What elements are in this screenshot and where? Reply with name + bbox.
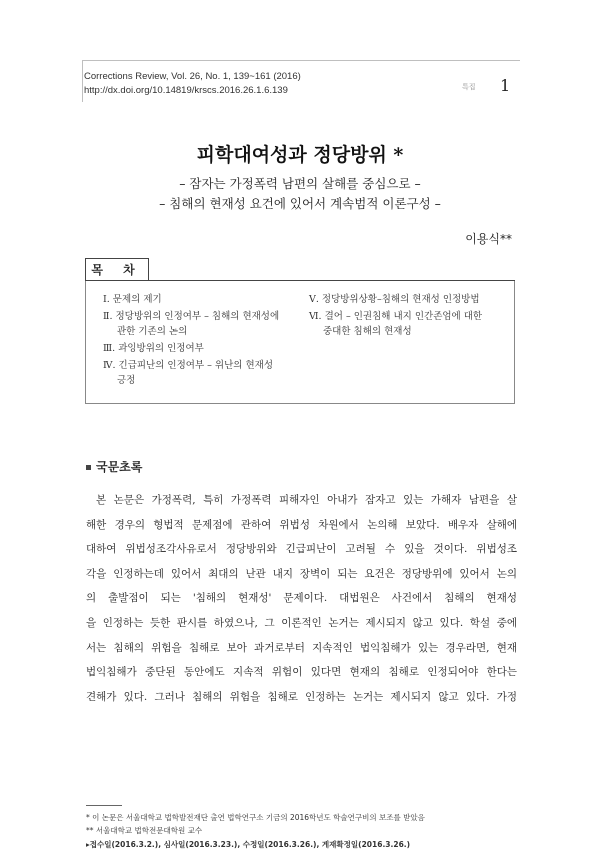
abstract-line: 본 논문은 가정폭력, 특히 가정폭력 피해자인 아내가 잠자고 있는 가해자 남편을 살 [96,494,517,506]
abstract-line: 견해가 있다. 그러나 침해의 위험을 침해로 인정하는 논거는 제시되지 않고 있다. 가정 [86,690,517,703]
toc-item-line: 긍정 [117,375,136,386]
footnote-2: ** 서울대학교 법학전문대학원 교수 [86,826,203,835]
toc-item [309,292,509,307]
section-mark: 특집 [462,84,476,91]
abstract-line: 해한 경우의 형법적 문제점에 관하여 위법성 차원에서 논의해 보았다. 배우자 살해에 [86,518,517,531]
paper-subtitle-1: – 잠자는 가정폭력 남편의 살해를 중심으로 – [179,176,421,191]
toc-item [103,358,303,388]
abstract-line: 법익침해가 중단된 동안에도 지속적 위험이 있다면 현재의 침해로 인정되어야 한다는 [86,666,517,679]
abstract-line: 의 출발점이 되는 '침해의 현재성' 문제이다. 대법원은 사건에서 침해의 현재성 [86,592,517,605]
abstract-line: 대하여 위법성조각사유로서 정당방위와 긴급피난이 고려될 수 있을 것이다. 위법성조 [86,543,517,556]
toc-item [103,309,303,339]
square-bullet-icon [86,465,91,470]
journal-citation: Corrections Review, Vol. 26, No. 1, 139~161 (2016) [84,71,301,82]
toc-item-line: Ⅲ. 과잉방위의 인정여부 [103,343,204,354]
toc-left-column [103,292,303,390]
paper-subtitle-2: – 침해의 현재성 요건에 있어서 계속범적 이론구성 – [159,196,441,211]
toc-item [309,309,509,339]
toc-item-line: Ⅱ. 정당방위의 인정여부 – 침해의 현재성에 [103,311,280,322]
journal-header [84,70,301,98]
toc-item [103,341,303,356]
footnote-dates: ▸접수일(2016.3.2.), 심사일(2016.3.23.), 수정일(2016.3.26.), 게재확정일(2016.3.26.) [86,840,411,849]
toc-item-line: Ⅳ. 긴급피난의 인정여부 – 위난의 현재성 [103,360,274,371]
abstract-line: 서는 침해의 위험을 침해로 보아 과거로부터 지속적인 법익침해가 있는 경우라면, 현재 [86,641,517,654]
abstract-body [86,488,517,709]
section-heading: 국문초록 [86,458,142,475]
page-number: 1 [500,76,511,95]
toc-item-line: 중대한 침해의 현재성 [323,326,412,337]
footnote-1: * 이 논문은 서울대학교 법학발전재단 출연 법학연구소 기금의 2016학년도 학술연구비의 보조를 받았음 [86,813,425,822]
toc-item-line: Ⅰ. 문제의 제기 [103,294,162,305]
journal-doi[interactable]: http://dx.doi.org/10.14819/krscs.2016.26.1.6.139 [84,85,288,96]
abstract-line: 을 인정하는 듯한 판시를 하였으나, 그 이론적인 논거는 제시되지 않고 있다. 학설 중에 [86,616,517,629]
header-rule [82,60,520,61]
toc-item-line: Ⅴ. 정당방위상황–침해의 현재성 인정방법 [309,294,480,305]
toc-right-column [309,292,509,341]
toc-item [103,292,303,307]
toc-label: 목 차 [85,258,149,281]
author-name: 이용식** [465,232,512,246]
toc-item-line: 관한 기존의 논의 [117,326,188,337]
toc-item-line: Ⅵ. 결어 – 인권침해 내지 인간존엄에 대한 [309,311,483,322]
header-side-rule [82,60,83,102]
footnote-rule [86,805,122,806]
paper-title: 피학대여성과 정당방위 * [196,144,404,166]
abstract-line: 각을 인정하는데 있어서 최대의 난관 내지 장벽이 되는 요건은 정당방위에 있어서 논의 [86,567,517,580]
